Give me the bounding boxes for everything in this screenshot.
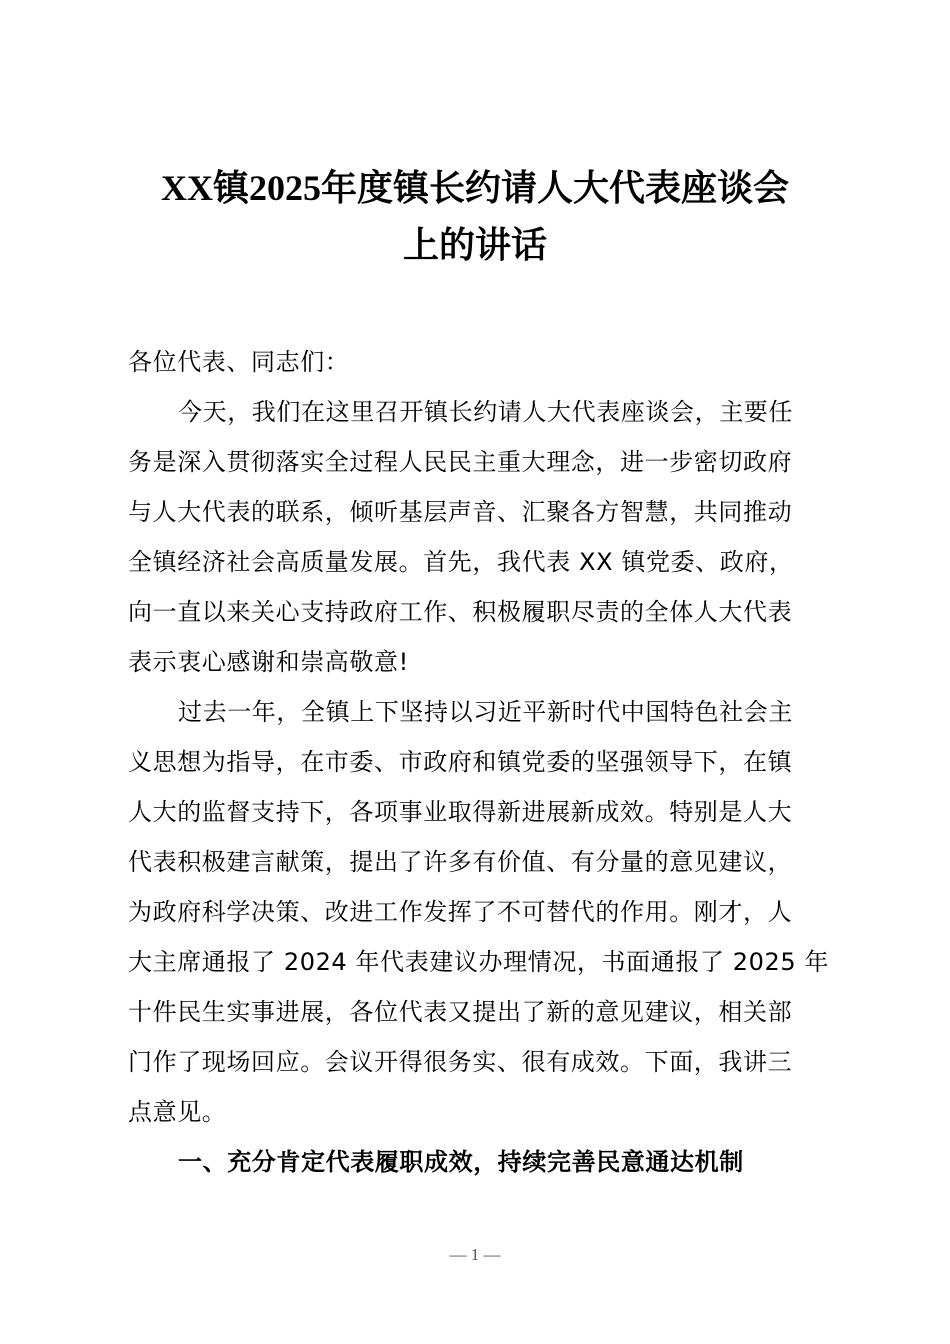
- paragraph-line: 务是深入贯彻落实全过程人民民主重大理念，进一步密切政府: [128, 448, 793, 476]
- paragraph-line: 过去一年，全镇上下坚持以习近平新时代中国特色社会主: [178, 698, 793, 726]
- paragraph-line: 向一直以来关心支持政府工作、积极履职尽责的全体人大代表: [128, 598, 793, 626]
- title-line-1: XX镇2025年度镇长约请人大代表座谈会: [161, 168, 789, 208]
- paragraph-line: 代表积极建言献策，提出了许多有价值、有分量的意见建议，: [128, 848, 793, 876]
- paragraph-line: 门作了现场回应。会议开得很务实、很有成效。下面，我讲三: [128, 1048, 793, 1076]
- page-number: — 1 —: [449, 1245, 501, 1264]
- title-line-2: 上的讲话: [402, 225, 547, 265]
- paragraph-line: 与人大代表的联系，倾听基层声音、汇聚各方智慧，共同推动: [128, 498, 793, 526]
- paragraph-line: 全镇经济社会高质量发展。首先，我代表 XX 镇党委、政府，: [128, 548, 794, 576]
- paragraph-line: 大主席通报了 2024 年代表建议办理情况，书面通报了 2025 年: [128, 948, 830, 976]
- section-heading: 一、充分肯定代表履职成效，持续完善民意通达机制: [178, 1148, 744, 1176]
- document-title: [120, 160, 830, 274]
- paragraph-1: [128, 387, 828, 687]
- paragraph-line: 今天，我们在这里召开镇长约请人大代表座谈会，主要任: [178, 398, 793, 426]
- paragraph-2: [128, 687, 828, 1137]
- paragraph-line: 十件民生实事进展，各位代表又提出了新的意见建议，相关部: [128, 998, 793, 1026]
- document-body: [128, 337, 828, 1187]
- paragraph-line: 为政府科学决策、改进工作发挥了不可替代的作用。刚才，人: [128, 898, 793, 926]
- salutation: 各位代表、同志们：: [128, 348, 350, 376]
- paragraph-line: 义思想为指导，在市委、市政府和镇党委的坚强领导下，在镇: [128, 748, 793, 776]
- paragraph-line: 点意见。: [128, 1098, 227, 1126]
- paragraph-line: 人大的监督支持下，各项事业取得新进展新成效。特别是人大: [128, 798, 793, 826]
- paragraph-line: 表示衷心感谢和崇高敬意!: [128, 648, 409, 676]
